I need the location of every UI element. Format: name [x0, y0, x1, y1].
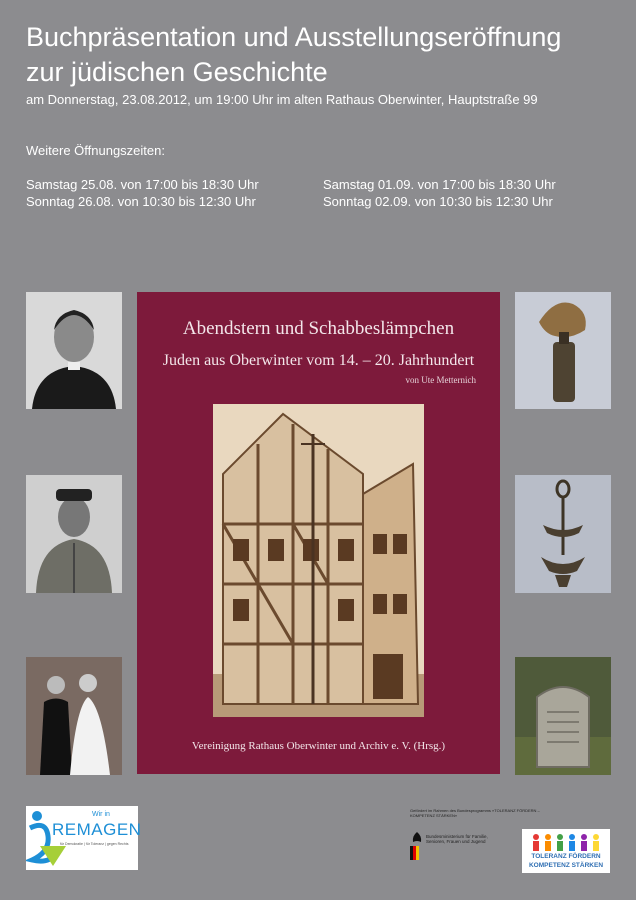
opening-hours-entry: Samstag 01.09. von 17:00 bis 18:30 Uhr: [323, 177, 556, 192]
book-subtitle: Juden aus Oberwinter vom 14. – 20. Jahrhundert: [162, 352, 475, 369]
remagen-tagline: für Demokratie | für Toleranz | gegen Rechts: [60, 842, 129, 846]
opening-hours-entry: Sonntag 26.08. von 10:30 bis 12:30 Uhr: [26, 194, 256, 209]
opening-hours-left: [26, 176, 259, 210]
book-author: von Ute Metternich: [405, 375, 476, 385]
opening-hours-label: Weitere Öffnungszeiten:: [26, 143, 165, 158]
opening-hours-entry: Sonntag 02.09. von 10:30 bis 12:30 Uhr: [323, 194, 553, 209]
toleranz-foerdern-logo: [522, 829, 610, 873]
wir-in-remagen-logo: [26, 806, 142, 870]
title-line-1: Buchpräsentation und Ausstellungseröffnung: [26, 22, 562, 52]
book-publisher: Vereinigung Rathaus Oberwinter und Archiv e. V. (Hrsg.): [191, 740, 446, 752]
funding-note: Gefördert im Rahmen des Bundesprogramms »TOLERANZ FÖRDERN – KOMPETENZ STÄRKEN«: [410, 808, 540, 818]
event-subtitle: am Donnerstag, 23.08.2012, um 19:00 Uhr im alten Rathaus Oberwinter, Hauptstraße 99: [26, 92, 538, 107]
title-line-2: zur jüdischen Geschichte: [26, 57, 328, 87]
wedding-couple-photo: [26, 657, 122, 775]
opening-hours-right: [323, 176, 556, 210]
bmfsfj-logo: [410, 828, 510, 868]
ministry-name: Bundesministerium für Familie, Senioren, Frauen und Jugend: [426, 834, 488, 844]
half-timbered-house-photo: [213, 404, 424, 717]
portrait-soldier-photo: [26, 475, 122, 593]
gravestone-photo: [515, 657, 611, 775]
remagen-small-text: Wir in: [92, 811, 110, 818]
opening-hours-entry: Samstag 25.08. von 17:00 bis 18:30 Uhr: [26, 177, 259, 192]
book-title: Abendstern und Schabbeslämpchen: [182, 318, 455, 339]
portrait-woman-photo: [26, 292, 122, 409]
figurine-object-photo: [515, 292, 611, 409]
book-cover: [137, 292, 500, 774]
remagen-wordmark: REMAGEN: [52, 820, 142, 839]
oil-lamp-photo: [515, 475, 611, 593]
toleranz-line-1: TOLERANZ FÖRDERN: [531, 853, 601, 860]
toleranz-line-2: KOMPETENZ STÄRKEN: [528, 862, 604, 869]
